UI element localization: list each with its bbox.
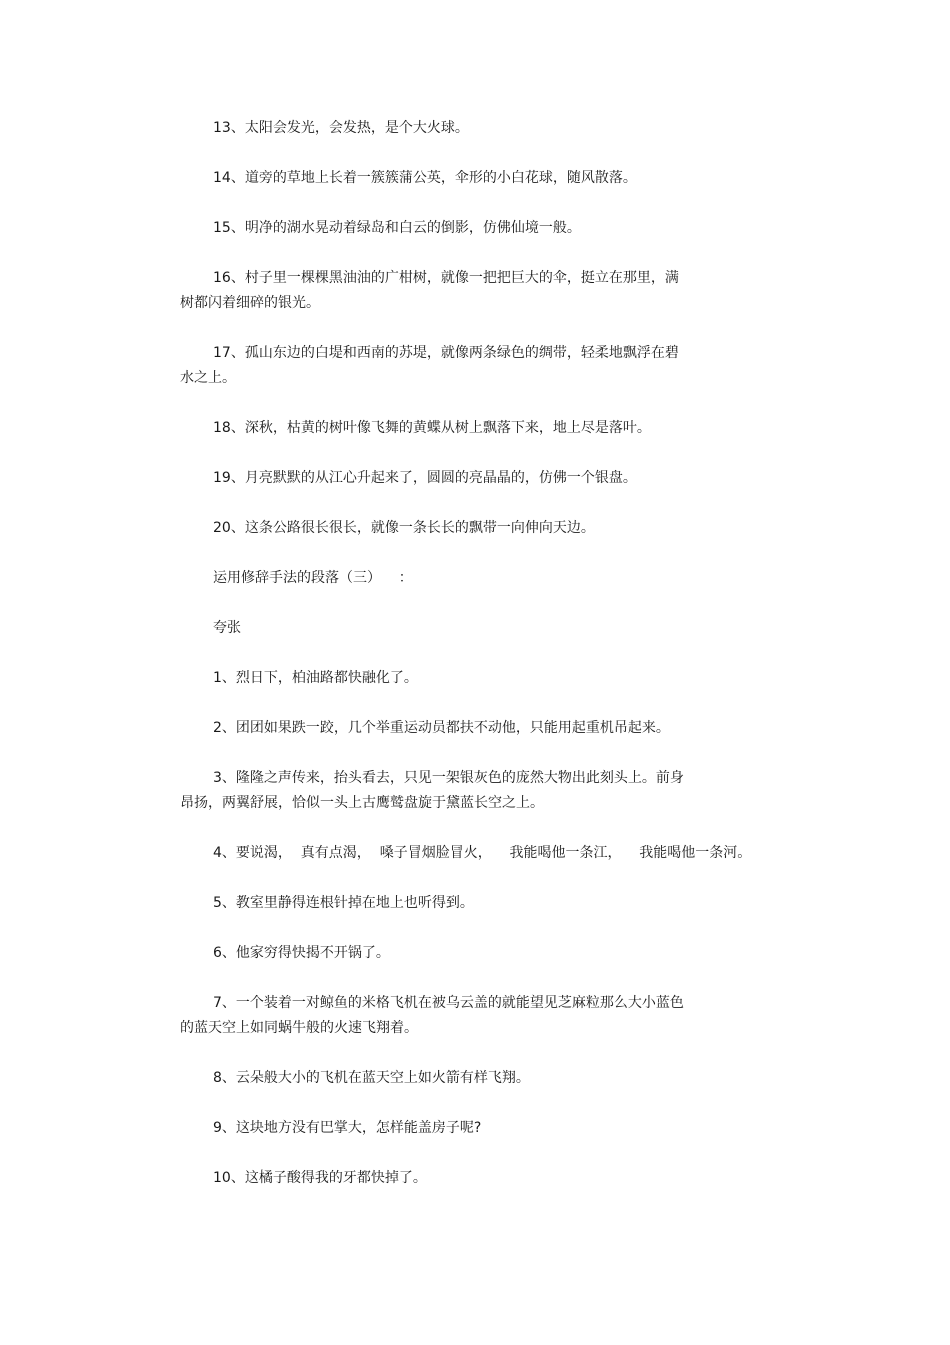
paragraph-15 [180, 216, 780, 241]
paragraph-10 [180, 1166, 780, 1191]
paragraph-line: 7、一个装着一对鲸鱼的米格飞机在被乌云盖的就能望见芝麻粒那么大小蓝色 [213, 995, 684, 1011]
paragraph-line: 2、团团如果跌一跤，几个举重运动员都扶不动他，只能用起重机吊起来。 [213, 720, 670, 736]
paragraph-8 [180, 1066, 780, 1091]
paragraph-line: 4、要说渴， 真有点渴， 嗓子冒烟脸冒火， 我能喝他一条江， 我能喝他一条河。 [213, 845, 752, 861]
paragraph-5 [180, 891, 780, 916]
paragraph-line: 树都闪着细碎的银光。 [180, 295, 320, 311]
paragraph-16 [180, 266, 780, 316]
paragraph-line: 14、道旁的草地上长着一簇簇蒲公英，伞形的小白花球，随风散落。 [213, 170, 637, 186]
paragraph-20 [180, 516, 780, 541]
paragraph-13 [180, 116, 780, 141]
paragraph-line: 6、他家穷得快揭不开锅了。 [213, 945, 390, 961]
paragraph-18 [180, 416, 780, 441]
paragraph-line: 18、深秋，枯黄的树叶像飞舞的黄蝶从树上飘落下来，地上尽是落叶。 [213, 420, 651, 436]
paragraph-9 [180, 1116, 780, 1141]
paragraph-6 [180, 941, 780, 966]
paragraph-line: 15、明净的湖水晃动着绿岛和白云的倒影，仿佛仙境一般。 [213, 220, 581, 236]
paragraph-4 [180, 841, 780, 866]
paragraph-line: 3、隆隆之声传来，抬头看去，只见一架银灰色的庞然大物出此刻头上。前身 [213, 770, 684, 786]
paragraph-line: 9、这块地方没有巴掌大，怎样能盖房子呢? [213, 1120, 482, 1136]
section-heading [180, 566, 780, 591]
paragraph-14 [180, 166, 780, 191]
subsection-heading [180, 616, 780, 641]
paragraph-line: 5、教室里静得连根针掉在地上也听得到。 [213, 895, 474, 911]
paragraph-line: 19、月亮默默的从江心升起来了，圆圆的亮晶晶的，仿佛一个银盘。 [213, 470, 637, 486]
paragraph-line: 8、云朵般大小的飞机在蓝天空上如火箭有样飞翔。 [213, 1070, 530, 1086]
paragraph-3 [180, 766, 780, 816]
paragraph-line: 水之上。 [180, 370, 236, 386]
paragraph-line: 20、这条公路很长很长，就像一条长长的飘带一向伸向天边。 [213, 520, 595, 536]
paragraph-line: 的蓝天空上如同蜗牛般的火速飞翔着。 [180, 1020, 418, 1036]
paragraph-1 [180, 666, 780, 691]
subsection-heading-text: 夸张 [213, 620, 241, 636]
paragraph-2 [180, 716, 780, 741]
paragraph-line: 10、这橘子酸得我的牙都快掉了。 [213, 1170, 427, 1186]
paragraph-19 [180, 466, 780, 491]
paragraph-line: 昂扬，两翼舒展，恰似一头上古鹰鹫盘旋于黛蓝长空之上。 [180, 795, 544, 811]
paragraph-7 [180, 991, 780, 1041]
section-heading-text: 运用修辞手法的段落（三） ： [213, 570, 413, 586]
paragraph-line: 16、村子里一棵棵黑油油的广柑树，就像一把把巨大的伞，挺立在那里，满 [213, 270, 679, 286]
paragraph-line: 1、烈日下，柏油路都快融化了。 [213, 670, 418, 686]
paragraph-line: 13、太阳会发光，会发热，是个大火球。 [213, 120, 469, 136]
paragraph-17 [180, 341, 780, 391]
paragraph-line: 17、孤山东边的白堤和西南的苏堤，就像两条绿色的绸带，轻柔地飘浮在碧 [213, 345, 679, 361]
